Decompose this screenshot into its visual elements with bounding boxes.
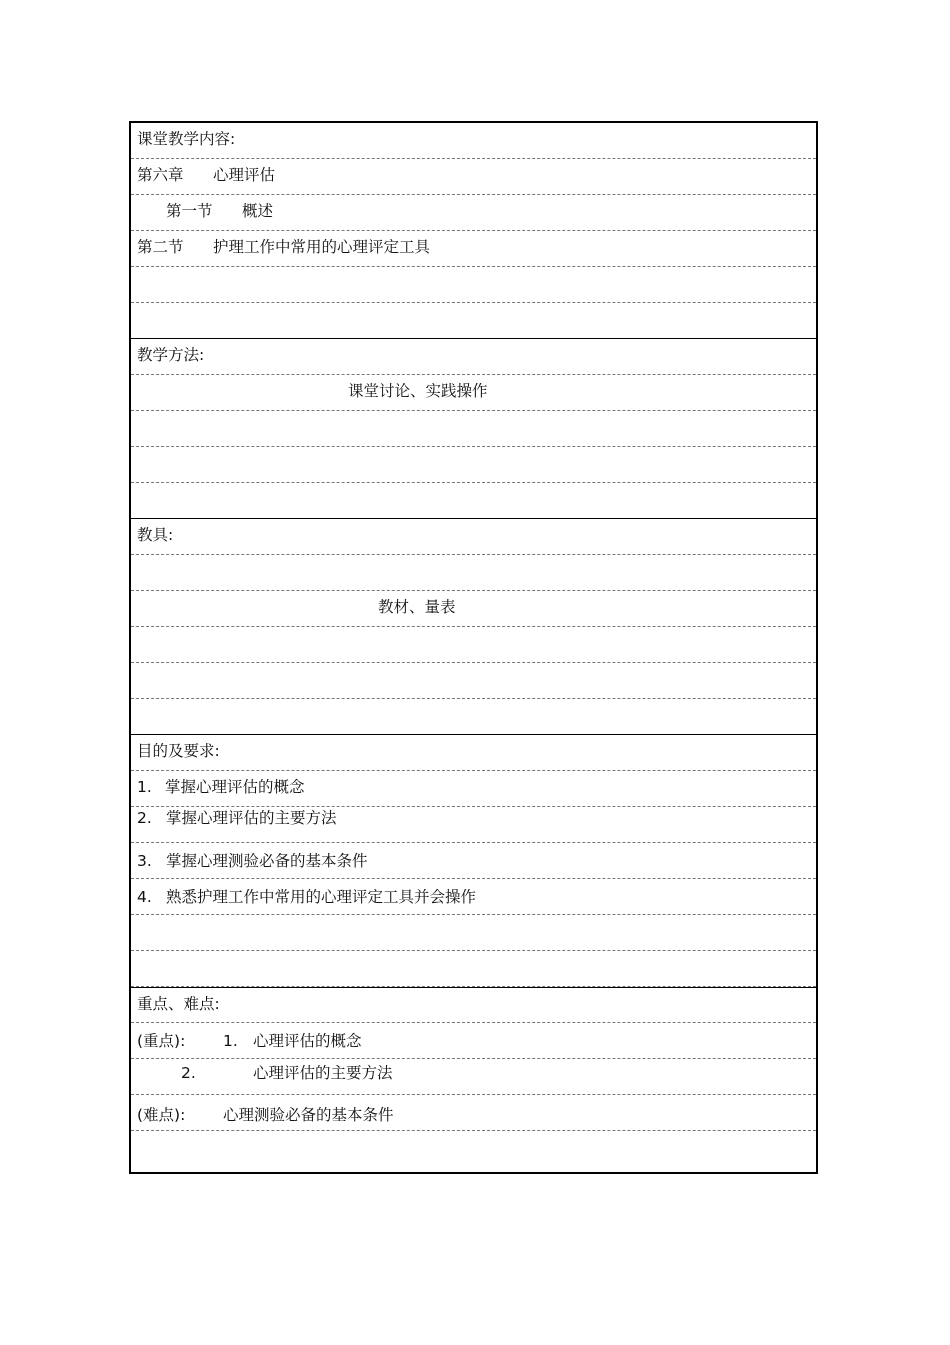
goal-item-text: 掌握心理评估的主要方法	[166, 809, 337, 827]
goal-item-row	[131, 879, 816, 915]
goal-item-row	[131, 771, 816, 807]
content-label: 课堂教学内容:	[137, 130, 236, 148]
methods-value: 课堂讨论、实践操作	[348, 382, 488, 400]
blank-row	[131, 303, 816, 339]
goal-item-number: 3.	[137, 852, 152, 870]
methods-label: 教学方法:	[137, 346, 205, 364]
keypoints-label-row	[131, 987, 816, 1023]
goal-item-row	[131, 843, 816, 879]
tools-value: 教材、量表	[378, 598, 456, 616]
goal-item-number: 4.	[137, 888, 152, 906]
goal-item-text: 熟悉护理工作中常用的心理评定工具并会操作	[166, 888, 477, 906]
section1-number: 第一节	[166, 202, 213, 220]
goal-item-number: 1.	[137, 778, 152, 796]
blank-row	[131, 1131, 816, 1174]
key-item-number: 2.	[181, 1064, 196, 1082]
blank-row	[131, 411, 816, 447]
section2-row	[131, 231, 816, 267]
chapter-row	[131, 159, 816, 195]
key-item-row	[131, 1023, 816, 1059]
section1-row	[131, 195, 816, 231]
methods-value-row	[131, 375, 816, 411]
section1-title: 概述	[242, 202, 274, 220]
goal-item-number: 2.	[137, 809, 152, 827]
difficult-prefix: (难点):	[137, 1106, 186, 1124]
blank-row	[131, 627, 816, 663]
key-item-text: 心理评估的主要方法	[253, 1064, 393, 1082]
blank-row	[131, 447, 816, 483]
goal-item-row	[131, 807, 816, 843]
blank-row	[131, 915, 816, 951]
difficult-text: 心理测验必备的基本条件	[223, 1106, 394, 1124]
tools-label-row	[131, 519, 816, 555]
keypoints-label: 重点、难点:	[137, 995, 220, 1013]
goal-item-text: 掌握心理评估的概念	[165, 778, 305, 796]
tools-label: 教具:	[137, 526, 174, 544]
tools-value-row	[131, 591, 816, 627]
key-item-row	[131, 1059, 816, 1095]
goal-item-text: 掌握心理测验必备的基本条件	[166, 852, 368, 870]
blank-row	[131, 555, 816, 591]
section2-title: 护理工作中常用的心理评定工具	[213, 238, 431, 256]
lesson-plan-form	[129, 121, 818, 1174]
content-label-row	[131, 123, 816, 159]
goals-label: 目的及要求:	[137, 742, 220, 760]
key-item-number: 1.	[223, 1032, 238, 1050]
goals-label-row	[131, 735, 816, 771]
blank-row	[131, 951, 816, 987]
blank-row	[131, 699, 816, 735]
chapter-title: 心理评估	[213, 166, 276, 184]
blank-row	[131, 483, 816, 519]
blank-row	[131, 663, 816, 699]
key-item-text: 心理评估的概念	[253, 1032, 362, 1050]
blank-row	[131, 267, 816, 303]
chapter-number: 第六章	[137, 166, 184, 184]
section2-number: 第二节	[137, 238, 184, 256]
key-prefix: (重点):	[137, 1032, 186, 1050]
difficult-row	[131, 1095, 816, 1131]
methods-label-row	[131, 339, 816, 375]
